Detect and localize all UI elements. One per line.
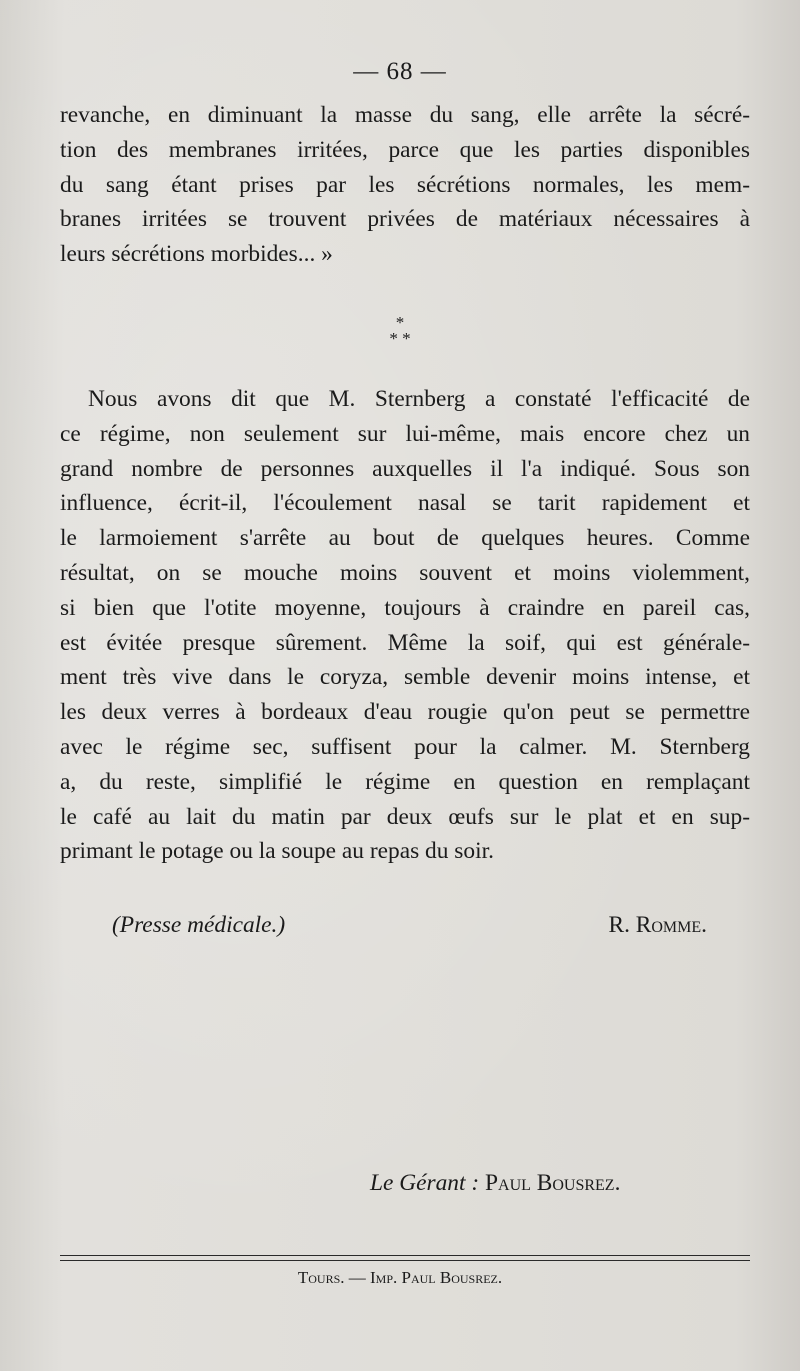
text-line: ce régime, non seulement sur lui-même, mais encore chez un bbox=[60, 420, 750, 447]
text-line: le café au lait du matin par deux œufs sur le plat et en sup- bbox=[60, 803, 750, 830]
section-separator-bottom: * * bbox=[389, 329, 411, 348]
text-line: Nous avons dit que M. Sternberg a constaté l'efficacité de bbox=[88, 386, 750, 412]
text-line: les deux verres à bordeaux d'eau rougie qu'on peut se permettre bbox=[60, 699, 750, 726]
text-line: ment très vive dans le coryza, semble devenir moins intense, et bbox=[60, 664, 750, 691]
text-line: influence, écrit-il, l'écoulement nasal se tarit rapidement et bbox=[60, 490, 750, 517]
text-line: branes irritées se trouvent privées de matériaux nécessaires à bbox=[60, 206, 750, 233]
paragraph-continuation bbox=[60, 98, 750, 272]
text-line: leurs sécrétions morbides... » bbox=[60, 241, 333, 268]
text-line: revanche, en diminuant la masse du sang, elle arrête la sécré- bbox=[60, 102, 750, 128]
gerant-line bbox=[370, 1170, 620, 1197]
section-separator-top: * bbox=[395, 313, 405, 332]
paragraph-main bbox=[60, 382, 750, 869]
text-line: du sang étant prises par les sécrétions normales, les mem- bbox=[60, 171, 750, 198]
text-line: si bien que l'otite moyenne, toujours à craindre en pareil cas, bbox=[60, 594, 750, 621]
gerant-name: Paul Bousrez. bbox=[485, 1170, 621, 1196]
text-line: a, du reste, simplifié le régime en question en remplaçant bbox=[60, 768, 750, 795]
citation-line bbox=[112, 912, 707, 939]
text-line: est évitée presque sûrement. Même la soif, qui est générale- bbox=[60, 629, 750, 656]
printer-imprint: Tours. — Imp. Paul Bousrez. bbox=[297, 1268, 503, 1287]
text-line: le larmoiement s'arrête au bout de quelques heures. Comme bbox=[60, 525, 750, 552]
source-citation: (Presse médicale.) bbox=[112, 912, 286, 938]
text-line: grand nombre de personnes auxquelles il l'a indiqué. Sous son bbox=[60, 455, 750, 482]
text-line: primant le potage ou la soupe au repas du soir. bbox=[60, 838, 494, 865]
author-signature: R. Romme. bbox=[608, 912, 707, 938]
page-number: — 68 — bbox=[353, 58, 447, 85]
footer-rule bbox=[60, 1255, 750, 1256]
footer-rule-thin bbox=[60, 1260, 750, 1261]
text-line: résultat, on se mouche moins souvent et moins violemment, bbox=[60, 559, 750, 586]
text-line: tion des membranes irritées, parce que les parties disponibles bbox=[60, 136, 750, 163]
gerant-label: Le Gérant : bbox=[370, 1170, 480, 1196]
text-line: avec le régime sec, suffisent pour la calmer. M. Sternberg bbox=[60, 733, 750, 760]
